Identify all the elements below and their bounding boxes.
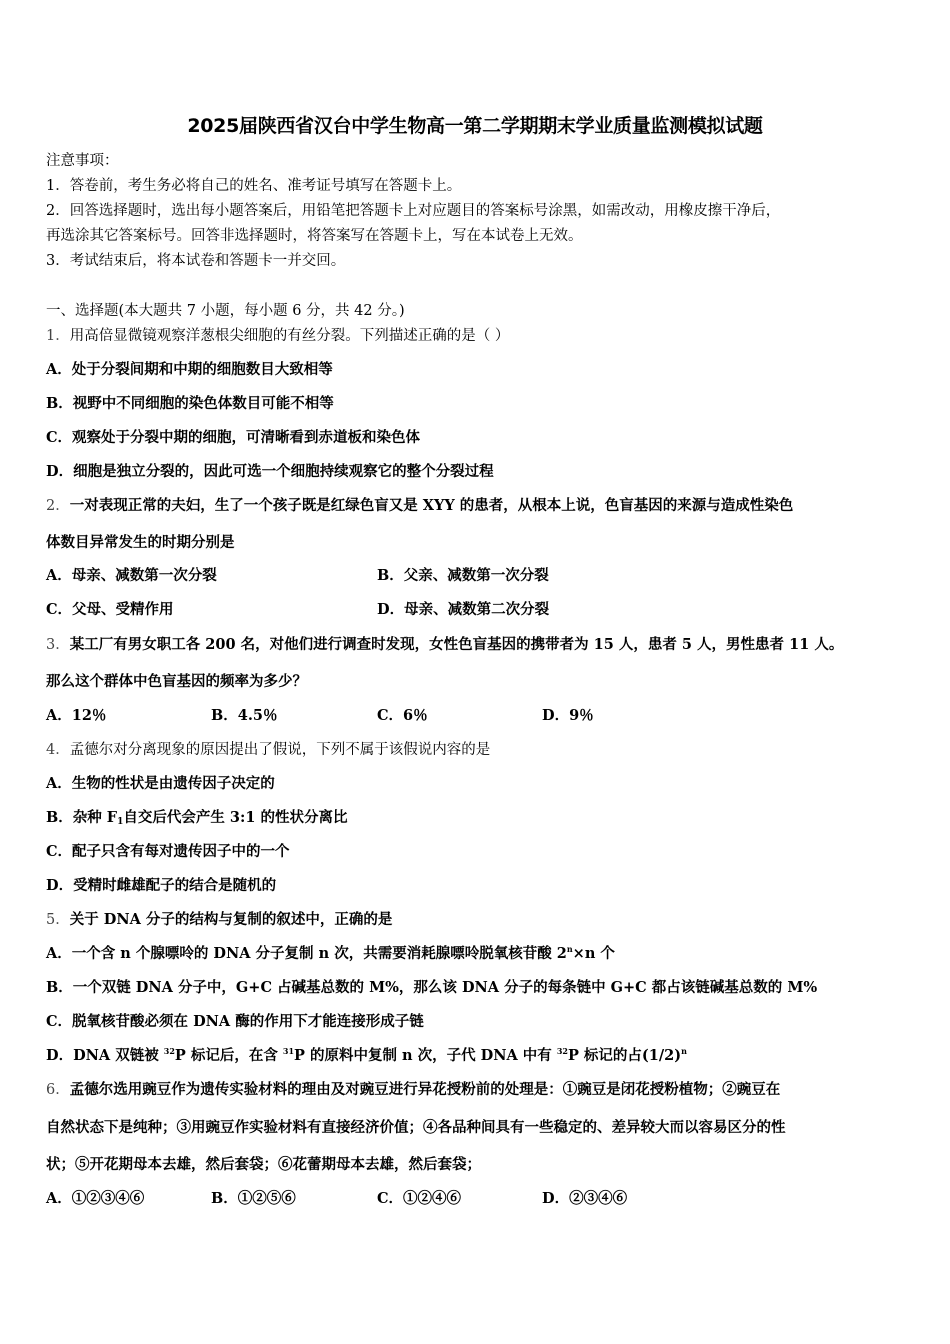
q1-option-a: A．处于分裂间期和中期的细胞数目大致相等	[46, 361, 333, 378]
question-5-stem	[46, 910, 392, 930]
q5-option-d-sup-3: 32	[556, 1046, 568, 1056]
q4-option-b-subscript: 1	[117, 817, 124, 827]
question-3-number: 3．	[46, 637, 70, 653]
question-2-number: 2．	[46, 498, 70, 514]
question-1-text: 用高倍显微镜观察洋葱根尖细胞的有丝分裂。下列描述正确的是（ ）	[69, 328, 510, 344]
section-heading: 一、选择题(本大题共 7 小题，每小题 6 分，共 42 分。)	[46, 303, 405, 319]
q5-option-a-text-2: ×n 个	[572, 945, 615, 962]
q3-option-d: D．9％	[542, 707, 594, 724]
q5-option-b: B．一个双链 DNA 分子中，G+C 占碱基总数的 M%，那么该 DNA 分子的每条链中 G+C 都占该链碱基总数的 M%	[46, 979, 818, 996]
q6-option-a: A．①②③④⑥	[46, 1190, 145, 1207]
q3-option-a: A．12％	[46, 707, 107, 724]
q1-option-d: D．细胞是独立分裂的，因此可选一个细胞持续观察它的整个分裂过程	[46, 463, 494, 480]
q5-option-c: C．脱氧核苷酸必须在 DNA 酶的作用下才能连接形成子链	[46, 1013, 424, 1030]
question-1-stem	[46, 326, 509, 346]
question-1-number: 1．	[46, 328, 70, 344]
notice-item-3: 3．考试结束后，将本试卷和答题卡一并交回。	[46, 253, 346, 269]
q4-option-b	[46, 808, 348, 828]
q5-option-d-text-4: P 标记的占(1/2)	[567, 1047, 682, 1064]
q4-option-a: A．生物的性状是由遗传因子决定的	[46, 775, 275, 792]
question-3-stem-cont: 那么这个群体中色盲基因的频率为多少？	[46, 673, 307, 690]
q5-option-d-sup-1: 32	[163, 1046, 175, 1056]
q6-option-d: D．②③④⑥	[542, 1190, 628, 1207]
q5-option-a	[46, 944, 615, 964]
q4-option-d: D．受精时雌雄配子的结合是随机的	[46, 877, 277, 894]
question-4-text: 孟德尔对分离现象的原因提出了假说，下列不属于该假说内容的是	[69, 742, 491, 758]
q5-option-d-text-2: P 标记后，在含	[174, 1047, 283, 1064]
notice-item-2: 2．回答选择题时，选出每小题答案后，用铅笔把答题卡上对应题目的答案标号涂黑，如需改动，用橡皮擦干净后，	[46, 203, 781, 219]
q2-options-row-2	[46, 600, 946, 620]
q3-options-row	[46, 706, 946, 726]
q2-option-b: B．父亲、减数第一次分裂	[377, 567, 549, 584]
q5-option-d-text-3: P 的原料中复制 n 次，子代 DNA 中有	[294, 1047, 557, 1064]
notice-item-2-cont: 再选涂其它答案标号。回答非选择题时，将答案写在答题卡上，写在本试卷上无效。	[46, 228, 583, 244]
q6-option-c: C．①②④⑥	[377, 1190, 462, 1207]
q2-option-d: D．母亲、减数第二次分裂	[377, 601, 550, 618]
q2-options-row-1	[46, 566, 946, 586]
q2-option-a: A．母亲、减数第一次分裂	[46, 567, 217, 584]
question-3-text-1: 某工厂有男女职工各 200 名，对他们进行调查时发现，女性色盲基因的携带者为 15 人，患者 5 人，男性患者 11 人。	[69, 636, 844, 653]
q4-option-c: C．配子只含有每对遗传因子中的一个	[46, 843, 290, 860]
question-6-stem-cont-2: 状；⑤开花期母本去雄，然后套袋；⑥花蕾期母本去雄，然后套袋；	[46, 1156, 481, 1173]
q2-option-c: C．父母、受精作用	[46, 601, 174, 618]
q4-option-b-text-1: B．杂种 F	[46, 809, 118, 826]
q5-option-d-sup-4: n	[681, 1046, 687, 1056]
question-2-text-1: 一对表现正常的夫妇，生了一个孩子既是红绿色盲又是 XYY 的患者，从根本上说，色盲基因的来源与造成性染色	[69, 497, 794, 514]
page-title: 2025届陕西省汉台中学生物高一第二学期期末学业质量监测模拟试题	[187, 115, 763, 137]
question-2-stem-cont: 体数目异常发生的时期分别是	[46, 534, 235, 551]
q5-option-a-text-1: A．一个含 n 个腺嘌呤的 DNA 分子复制 n 次，共需要消耗腺嘌呤脱氧核苷酸 2	[46, 945, 567, 962]
q4-option-b-text-2: 自交后代会产生 3:1 的性状分离比	[123, 809, 348, 826]
q1-option-b: B．视野中不同细胞的染色体数目可能不相等	[46, 395, 334, 412]
q5-option-a-superscript: n	[566, 944, 573, 954]
question-2-stem	[46, 496, 793, 516]
notice-item-1: 1．答卷前，考生务必将自己的姓名、准考证号填写在答题卡上。	[46, 178, 462, 194]
q3-option-c: C．6％	[377, 707, 428, 724]
q5-option-d-sup-2: 31	[282, 1046, 295, 1056]
q5-option-d-text-1: D．DNA 双链被	[46, 1047, 164, 1064]
question-4-number: 4．	[46, 742, 70, 758]
q6-option-b: B．①②⑤⑥	[211, 1190, 296, 1207]
q3-option-b: B．4.5％	[211, 707, 278, 724]
q1-option-c: C．观察处于分裂中期的细胞，可清晰看到赤道板和染色体	[46, 429, 421, 446]
question-5-number: 5．	[46, 912, 70, 928]
question-6-stem-cont-1: 自然状态下是纯种；③用豌豆作实验材料有直接经济价值；④各品种间具有一些稳定的、差异较大而以容易区分的性	[46, 1119, 786, 1136]
q6-options-row	[46, 1189, 946, 1209]
question-5-text: 关于 DNA 分子的结构与复制的叙述中，正确的是	[69, 911, 393, 928]
question-6-text-1: 孟德尔选用豌豆作为遗传实验材料的理由及对豌豆进行异花授粉前的处理是：①豌豆是闭花授粉植物；②豌豆在	[69, 1081, 781, 1098]
question-3-stem	[46, 635, 843, 655]
question-6-stem	[46, 1080, 780, 1100]
question-4-stem	[46, 740, 490, 760]
question-6-number: 6．	[46, 1082, 70, 1098]
q5-option-d	[46, 1046, 687, 1066]
notice-heading: 注意事项：	[46, 153, 119, 169]
